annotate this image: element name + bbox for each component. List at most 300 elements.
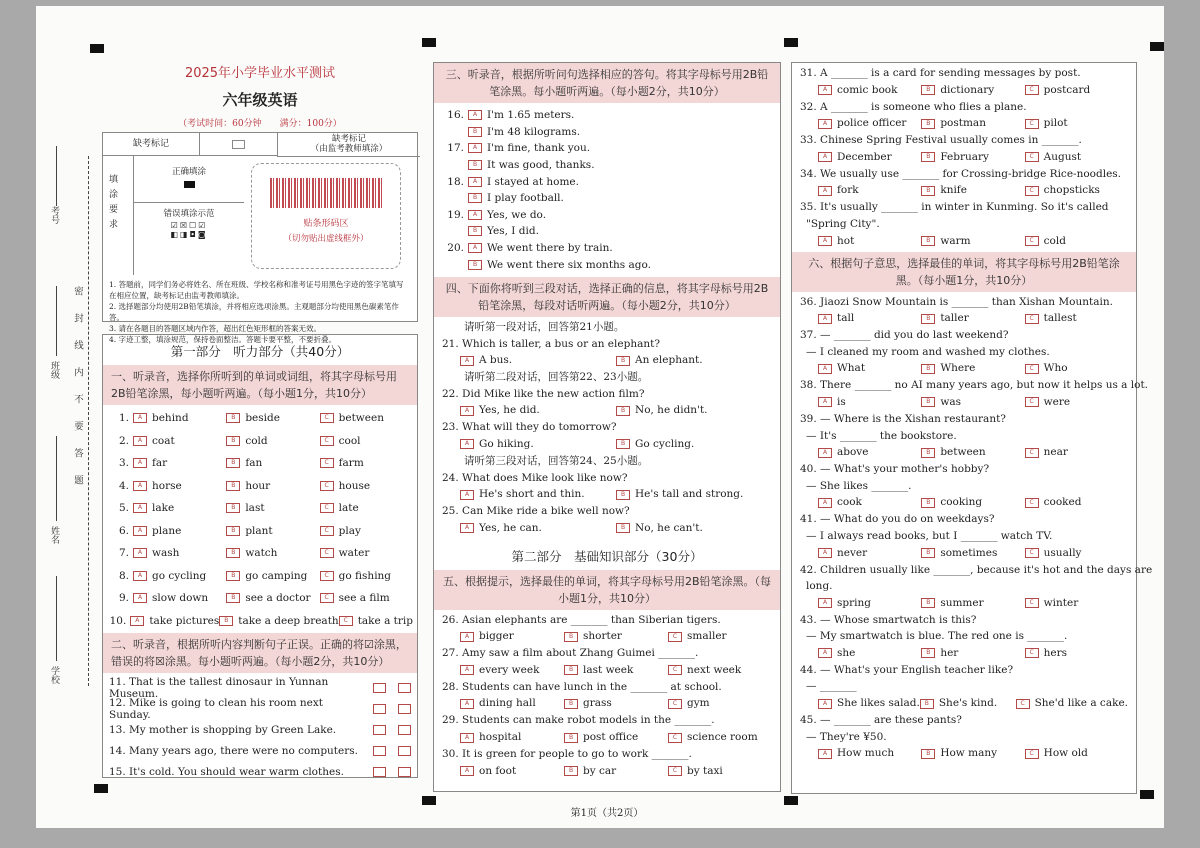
option-a <box>460 628 564 645</box>
option-bubble-a[interactable]: A <box>460 632 474 642</box>
option-c <box>320 480 413 492</box>
barcode-graphic <box>270 178 382 208</box>
option-bubble-b[interactable]: B <box>468 193 482 203</box>
option-b <box>921 82 1024 99</box>
option-c <box>1025 182 1128 199</box>
option-text: He's short and thin. <box>479 488 585 501</box>
option-text: dining hall <box>479 697 536 710</box>
notice-item: 4. 字迹工整，填涂规范，保持卷面整洁。答题卡要平整，不要折叠。 <box>109 335 337 344</box>
option-bubble-b[interactable]: B <box>921 448 935 458</box>
option-text: We went there by train. <box>487 242 613 255</box>
option-text: by taxi <box>687 764 723 777</box>
word-choice-item <box>107 475 413 498</box>
option-b <box>226 435 319 447</box>
response-option <box>442 173 772 190</box>
option-bubble-a[interactable]: A <box>818 498 832 508</box>
alignment-mark <box>1150 42 1164 51</box>
option-bubble-c[interactable]: C <box>668 699 682 709</box>
absent-checkbox[interactable] <box>199 133 277 156</box>
question-text: 32. A _______ is someone who flies a plane. <box>800 100 1027 113</box>
section6-title: 六、根据句子意思，选择最佳的单词，将其字母标号用2B铅笔涂黑。（每小题1分，共10分） <box>792 252 1136 292</box>
option-text: summer <box>940 596 984 609</box>
section6-items <box>792 292 1153 763</box>
word-choice-item <box>107 452 413 475</box>
exam-title: 2025年小学毕业水平测试 <box>184 66 336 81</box>
option-bubble-a[interactable]: A <box>133 503 147 513</box>
option-text: police officer <box>837 117 907 130</box>
option-b <box>226 480 319 492</box>
option-bubble-b[interactable]: B <box>921 85 935 95</box>
question-text: 22. Did Mike like the new action film? <box>442 387 645 400</box>
option-text: water <box>338 547 370 560</box>
option-text: cold <box>1043 234 1066 247</box>
fill-requirements-label: 填 涂 要 求 <box>109 175 119 230</box>
question-text: 28. Students can have lunch in the _______ at school. <box>442 680 722 693</box>
option-bubble-b[interactable]: B <box>921 152 935 162</box>
option-text: Yes, we do. <box>487 208 547 221</box>
item-number: 20. <box>447 242 464 255</box>
option-c <box>1025 82 1128 99</box>
option-bubble-a[interactable]: A <box>460 356 474 366</box>
option-bubble-a[interactable]: A <box>818 186 832 196</box>
column2-box <box>433 62 781 792</box>
option-bubble-c[interactable]: C <box>320 526 334 536</box>
question-options <box>800 310 1128 327</box>
option-bubble-b[interactable]: B <box>921 498 935 508</box>
question-text: 41. — What do you do on weekdays? <box>800 513 995 526</box>
option-bubble-c[interactable]: C <box>1025 119 1039 129</box>
option-text: usually <box>1043 546 1082 559</box>
option-bubble-c[interactable]: C <box>320 571 334 581</box>
question-text: long. <box>806 580 833 593</box>
option-bubble-c[interactable]: C <box>1025 598 1039 608</box>
option-bubble-b[interactable]: B <box>921 648 935 658</box>
option-bubble-a[interactable]: A <box>818 648 832 658</box>
response-option <box>442 107 772 124</box>
option-text: between <box>940 446 986 459</box>
item-number: 16. <box>447 109 464 122</box>
response-option <box>442 223 772 240</box>
item-number: 7. <box>118 547 129 560</box>
item-number: 1. <box>118 412 129 425</box>
question-options <box>442 662 772 679</box>
option-text: hot <box>837 234 855 247</box>
option-bubble-a[interactable]: A <box>818 598 832 608</box>
section2-title: 二、听录音，根据所听内容判断句子正误。正确的将☑涂黑，错误的将☒涂黑。每小题听两遍。（每小题2分，共10分） <box>103 633 417 673</box>
option-bubble-b[interactable]: B <box>616 439 630 449</box>
option-bubble-a[interactable]: A <box>460 733 474 743</box>
option-bubble-c[interactable]: C <box>1025 314 1039 324</box>
option-b <box>921 494 1024 511</box>
response-option <box>442 256 772 273</box>
word-choice-item <box>107 520 413 543</box>
wrong-fill-examples: ☑☒☐☑ ◧◨◘◙ <box>170 221 208 239</box>
false-bubble[interactable] <box>398 704 411 714</box>
question-text: 37. — _______ did you do last weekend? <box>800 329 1009 342</box>
option-b <box>616 520 772 537</box>
option-text: Yes, he can. <box>479 521 542 534</box>
option-a <box>818 645 921 662</box>
option-text: late <box>338 502 359 515</box>
option-bubble-b[interactable]: B <box>226 436 240 446</box>
option-text: next week <box>687 663 742 676</box>
option-a <box>133 570 226 582</box>
option-bubble-b[interactable]: B <box>564 766 578 776</box>
option-bubble-c[interactable]: C <box>339 616 353 626</box>
section3-title: 三、听录音，根据所听问句选择相应的答句。将其字母标号用2B铅笔涂黑。每小题听两遍。（每小题2分，共10分） <box>434 63 780 103</box>
section1-items <box>103 405 417 632</box>
false-bubble[interactable] <box>398 767 411 777</box>
true-bubble[interactable] <box>373 704 386 714</box>
option-bubble-a[interactable]: A <box>818 364 832 374</box>
option-bubble-c[interactable]: C <box>1025 152 1039 162</box>
option-text: science room <box>687 731 758 744</box>
option-text: tall <box>837 312 855 325</box>
option-bubble-a[interactable]: A <box>460 766 474 776</box>
option-bubble-a[interactable]: A <box>130 616 144 626</box>
question-text: 27. Amy saw a film about Zhang Guimei _______. <box>442 647 699 660</box>
option-bubble-b[interactable]: B <box>564 665 578 675</box>
option-text: Where <box>940 362 976 375</box>
option-bubble-a[interactable]: A <box>818 397 832 407</box>
option-bubble-b[interactable]: B <box>921 548 935 558</box>
option-b <box>468 159 772 171</box>
option-bubble-c[interactable]: C <box>1025 85 1039 95</box>
false-bubble[interactable] <box>398 725 411 735</box>
option-bubble-a[interactable]: A <box>468 243 482 253</box>
option-text: He's tall and strong. <box>635 488 744 501</box>
notice-item: 1. 答题前，同学们务必将姓名、所在班级、学校名称和准考证号用黑色字迹的签字笔填写在相应位置，缺考标记由监考教师填涂。 <box>109 280 404 300</box>
alignment-mark <box>784 796 798 805</box>
option-b <box>226 547 319 559</box>
option-a <box>468 242 772 254</box>
option-bubble-b[interactable]: B <box>226 593 240 603</box>
option-bubble-c[interactable]: C <box>1025 548 1039 558</box>
option-bubble-b[interactable]: B <box>921 236 935 246</box>
option-bubble-b[interactable]: B <box>920 699 934 709</box>
option-bubble-b[interactable]: B <box>219 616 233 626</box>
item-number: 5. <box>118 502 129 515</box>
option-b <box>616 402 772 419</box>
option-b <box>564 628 668 645</box>
item-number: 6. <box>118 524 129 537</box>
question-text: 34. We usually use _______ for Crossing-bridge Rice-noodles. <box>800 167 1122 180</box>
option-bubble-a[interactable]: A <box>468 143 482 153</box>
option-bubble-a[interactable]: A <box>818 548 832 558</box>
option-bubble-c[interactable]: C <box>320 413 334 423</box>
option-bubble-c[interactable]: C <box>1025 498 1039 508</box>
option-bubble-c[interactable]: C <box>668 766 682 776</box>
option-bubble-c[interactable]: C <box>320 503 334 513</box>
option-bubble-a[interactable]: A <box>818 85 832 95</box>
notice-item: 2. 选择题部分均使用2B铅笔填涂，并将相应选项涂黑。主观题部分均使用黑色碳素笔作答。 <box>109 302 399 322</box>
option-bubble-b[interactable]: B <box>468 226 482 236</box>
option-bubble-c[interactable]: C <box>1016 699 1030 709</box>
option-bubble-b[interactable]: B <box>468 127 482 137</box>
item-number: 2. <box>118 434 129 447</box>
option-text: behind <box>152 412 189 425</box>
option-bubble-c[interactable]: C <box>668 665 682 675</box>
option-c <box>320 570 413 582</box>
option-bubble-c[interactable]: C <box>320 436 334 446</box>
option-bubble-a[interactable]: A <box>133 458 147 468</box>
correct-fill-label: 正确填涂 <box>171 167 206 177</box>
section5-items-a <box>434 610 780 780</box>
option-bubble-b[interactable]: B <box>921 598 935 608</box>
option-text: It was good, thanks. <box>487 159 595 172</box>
question-text: — They're ¥50. <box>806 730 887 743</box>
option-a <box>818 182 921 199</box>
question-text: 42. Children usually like _______, because it's hot and the days are <box>800 563 1153 576</box>
option-bubble-a[interactable]: A <box>460 699 474 709</box>
option-bubble-a[interactable]: A <box>818 448 832 458</box>
option-bubble-a[interactable]: A <box>460 406 474 416</box>
barcode-note: （切勿贴出虚线框外） <box>283 234 369 244</box>
item-number: 17. <box>447 142 464 155</box>
question-options <box>800 233 1128 250</box>
option-c <box>1025 444 1128 461</box>
option-bubble-a[interactable]: A <box>133 548 147 558</box>
option-text: cooking <box>940 496 983 509</box>
option-bubble-c[interactable]: C <box>1025 448 1039 458</box>
section2-items <box>103 673 417 782</box>
false-bubble[interactable] <box>398 683 411 693</box>
alignment-mark <box>1140 790 1154 799</box>
option-bubble-b[interactable]: B <box>468 260 482 270</box>
option-c <box>1025 115 1128 132</box>
true-bubble[interactable] <box>373 725 386 735</box>
item-number: 9. <box>118 592 129 605</box>
section3-items <box>434 103 780 273</box>
dialogue-note: 请听第一段对话，回答第21小题。 <box>464 320 625 333</box>
question-options <box>800 695 1128 712</box>
question-text: — It's _______ the bookstore. <box>806 429 957 442</box>
option-a <box>818 233 921 250</box>
option-bubble-a[interactable]: A <box>133 436 147 446</box>
question-options <box>800 394 1128 411</box>
option-bubble-b[interactable]: B <box>921 119 935 129</box>
option-b <box>564 695 668 712</box>
option-bubble-b[interactable]: B <box>226 548 240 558</box>
barcode-label: 贴条形码区 <box>303 219 349 229</box>
option-a <box>818 115 921 132</box>
question-options <box>800 494 1128 511</box>
option-b <box>921 182 1024 199</box>
option-text: dictionary <box>940 83 995 96</box>
true-bubble[interactable] <box>373 683 386 693</box>
option-bubble-c[interactable]: C <box>320 593 334 603</box>
option-bubble-b[interactable]: B <box>921 749 935 759</box>
option-text: cook <box>837 496 862 509</box>
option-a <box>818 310 921 327</box>
option-bubble-a[interactable]: A <box>468 210 482 220</box>
option-bubble-a[interactable]: A <box>818 699 832 709</box>
option-text: chopsticks <box>1043 184 1100 197</box>
true-bubble[interactable] <box>373 767 386 777</box>
response-option <box>442 124 772 141</box>
false-bubble[interactable] <box>398 746 411 756</box>
option-text: She'd like a cake. <box>1034 697 1128 710</box>
option-bubble-b[interactable]: B <box>226 503 240 513</box>
option-text: slow down <box>152 592 209 605</box>
option-bubble-b[interactable]: B <box>616 356 630 366</box>
question-options <box>800 545 1128 562</box>
option-text: hour <box>245 479 271 492</box>
option-b <box>616 486 772 503</box>
option-c <box>1016 695 1128 712</box>
option-text: plant <box>245 524 273 537</box>
option-bubble-b[interactable]: B <box>616 406 630 416</box>
question-text: "Spring City". <box>806 217 880 230</box>
option-bubble-b[interactable]: B <box>616 490 630 500</box>
question-text: 29. Students can make robot models in the _______. <box>442 714 715 727</box>
option-text: grass <box>583 697 612 710</box>
option-bubble-c[interactable]: C <box>320 458 334 468</box>
option-bubble-a[interactable]: A <box>818 119 832 129</box>
option-b <box>921 233 1024 250</box>
option-text: plane <box>152 524 182 537</box>
option-a <box>818 394 921 411</box>
option-bubble-b[interactable]: B <box>921 186 935 196</box>
question-options <box>800 745 1128 762</box>
option-bubble-a[interactable]: A <box>133 413 147 423</box>
question-text: 24. What does Mike look like now? <box>442 471 628 484</box>
option-text: take a trip <box>357 614 413 627</box>
option-bubble-a[interactable]: A <box>460 490 474 500</box>
option-b <box>616 352 772 369</box>
option-bubble-b[interactable]: B <box>921 314 935 324</box>
true-bubble[interactable] <box>373 746 386 756</box>
option-a <box>133 435 226 447</box>
option-b <box>468 192 772 204</box>
option-text: go camping <box>245 569 308 582</box>
option-bubble-c[interactable]: C <box>320 548 334 558</box>
question-options <box>442 695 772 712</box>
option-bubble-b[interactable]: B <box>226 458 240 468</box>
response-option <box>442 190 772 207</box>
option-b <box>921 149 1024 166</box>
option-text: I'm 48 kilograms. <box>487 125 581 138</box>
option-bubble-a[interactable]: A <box>468 177 482 187</box>
option-bubble-a[interactable]: A <box>133 481 147 491</box>
option-bubble-c[interactable]: C <box>1025 236 1039 246</box>
option-text: December <box>837 150 892 163</box>
option-bubble-a[interactable]: A <box>460 439 474 449</box>
option-b <box>226 570 319 582</box>
statement-text: 12. Mike is going to clean his room next Sunday. <box>109 696 323 721</box>
option-a <box>460 662 564 679</box>
notice-item: 3. 请在各题目的答题区域内作答，超出红色矩形框的答案无效。 <box>109 324 322 333</box>
question-text: 39. — Where is the Xishan restaurant? <box>800 412 1006 425</box>
option-a <box>133 412 226 424</box>
option-bubble-a[interactable]: A <box>818 152 832 162</box>
info-box <box>102 132 418 344</box>
option-text: I'm 1.65 meters. <box>487 109 575 122</box>
option-bubble-b[interactable]: B <box>564 733 578 743</box>
response-option <box>442 240 772 257</box>
correct-fill-example <box>184 181 195 188</box>
option-bubble-c[interactable]: C <box>320 481 334 491</box>
option-bubble-a[interactable]: A <box>818 314 832 324</box>
option-text: How much <box>837 747 895 760</box>
seal-line-text: 密 封 线 内 不 要 答 题 <box>72 286 83 489</box>
true-false-item <box>109 719 411 740</box>
option-bubble-b[interactable]: B <box>921 397 935 407</box>
option-bubble-b[interactable]: B <box>564 699 578 709</box>
question-text: 26. Asian elephants are _______ than Siberian tigers. <box>442 613 721 626</box>
option-bubble-c[interactable]: C <box>1025 397 1039 407</box>
option-c <box>1025 360 1128 377</box>
option-text: knife <box>940 184 967 197</box>
option-b <box>921 115 1024 132</box>
option-c <box>668 662 772 679</box>
option-text: Who <box>1043 362 1068 375</box>
option-c <box>339 615 413 627</box>
option-text: I play football. <box>487 192 564 205</box>
option-a <box>133 592 226 604</box>
option-text: go fishing <box>338 569 392 582</box>
option-text: near <box>1043 446 1068 459</box>
option-c <box>320 592 413 604</box>
option-text: winter <box>1043 596 1079 609</box>
option-bubble-b[interactable]: B <box>226 526 240 536</box>
option-bubble-c[interactable]: C <box>1025 648 1039 658</box>
option-a <box>818 360 921 377</box>
option-bubble-b[interactable]: B <box>616 523 630 533</box>
exam-time-info: （考试时间：60分钟 满分：100分） <box>178 119 342 129</box>
option-bubble-a[interactable]: A <box>133 571 147 581</box>
true-false-item <box>109 761 411 782</box>
option-bubble-a[interactable]: A <box>460 523 474 533</box>
option-bubble-c[interactable]: C <box>1025 364 1039 374</box>
option-a <box>460 729 564 746</box>
option-bubble-b[interactable]: B <box>226 413 240 423</box>
option-bubble-a[interactable]: A <box>460 665 474 675</box>
option-text: coat <box>152 434 175 447</box>
option-c <box>668 763 772 780</box>
option-text: fork <box>837 184 859 197</box>
option-bubble-b[interactable]: B <box>564 632 578 642</box>
option-text: her <box>940 646 959 659</box>
option-c <box>1025 545 1128 562</box>
word-choice-item <box>107 565 413 588</box>
option-bubble-b[interactable]: B <box>226 571 240 581</box>
option-a <box>460 763 564 780</box>
option-text: An elephant. <box>635 354 703 367</box>
option-text: February <box>940 150 989 163</box>
option-bubble-b[interactable]: B <box>226 481 240 491</box>
question-options <box>800 149 1128 166</box>
option-bubble-a[interactable]: A <box>133 593 147 603</box>
option-text: smaller <box>687 630 727 643</box>
option-bubble-a[interactable]: A <box>468 110 482 120</box>
question-options <box>442 763 772 780</box>
option-bubble-a[interactable]: A <box>133 526 147 536</box>
option-bubble-a[interactable]: A <box>818 749 832 759</box>
option-bubble-b[interactable]: B <box>468 160 482 170</box>
option-text: post office <box>583 731 639 744</box>
option-bubble-a[interactable]: A <box>818 236 832 246</box>
option-bubble-c[interactable]: C <box>668 733 682 743</box>
section4-title: 四、下面你将听到三段对话，选择正确的信息，将其字母标号用2B铅笔涂黑，每段对话听两遍。（每小题2分，共10分） <box>434 277 780 317</box>
option-bubble-c[interactable]: C <box>1025 749 1039 759</box>
option-bubble-b[interactable]: B <box>921 364 935 374</box>
option-text: is <box>837 395 846 408</box>
question-text: 43. — Whose smartwatch is this? <box>800 613 977 626</box>
option-bubble-c[interactable]: C <box>668 632 682 642</box>
option-text: last <box>245 502 265 515</box>
option-bubble-c[interactable]: C <box>1025 186 1039 196</box>
